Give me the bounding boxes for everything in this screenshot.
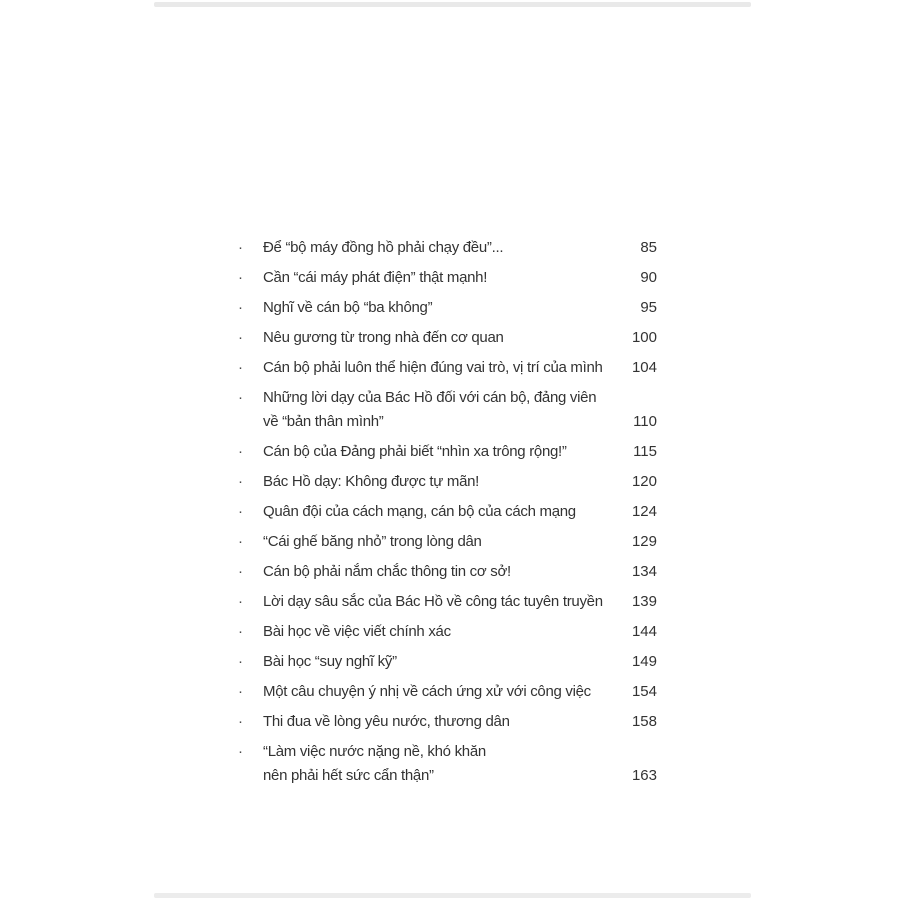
bullet-icon: · xyxy=(238,443,243,460)
toc-entry-title xyxy=(263,470,625,494)
toc-entry-title xyxy=(263,680,625,704)
toc-title-line: nên phải hết sức cẩn thận” xyxy=(263,767,434,784)
toc-entry-page: 95 xyxy=(640,299,657,316)
toc-title-line: Những lời dạy của Bác Hồ đối với cán bộ, đảng viên xyxy=(263,389,597,406)
toc-entry-title xyxy=(263,296,625,320)
toc-entry-title xyxy=(263,710,625,734)
bullet-icon: · xyxy=(238,359,243,376)
toc-entry-title xyxy=(263,740,625,788)
toc-title-line: Một câu chuyện ý nhị về cách ứng xử với công việc xyxy=(263,683,591,700)
toc-row xyxy=(238,386,657,434)
toc-entry-title xyxy=(263,530,625,554)
toc-entry-title xyxy=(263,266,625,290)
toc-entry-page: 124 xyxy=(631,503,657,520)
toc-title-line: Cán bộ phải nắm chắc thông tin cơ sở! xyxy=(263,563,511,580)
toc-title-line: Cán bộ của Đảng phải biết “nhìn xa trông rộng!” xyxy=(263,443,567,460)
toc-row xyxy=(238,326,657,350)
toc-entry-page: 90 xyxy=(640,269,657,286)
toc-row xyxy=(238,356,657,380)
bullet-icon: · xyxy=(238,299,243,316)
toc-title-line: “Làm việc nước nặng nề, khó khăn xyxy=(263,743,486,760)
toc-entry-page: 139 xyxy=(631,593,657,610)
toc-title-line: Để “bộ máy đồng hồ phải chạy đều”... xyxy=(263,239,504,256)
toc-title-line: Bài học về việc viết chính xác xyxy=(263,623,451,640)
toc-row xyxy=(238,710,657,734)
bullet-icon: · xyxy=(238,683,243,700)
toc-entry-page: 110 xyxy=(633,413,657,430)
toc-row xyxy=(238,236,657,260)
toc-row xyxy=(238,620,657,644)
toc-title-line: Thi đua về lòng yêu nước, thương dân xyxy=(263,713,510,730)
toc-row xyxy=(238,680,657,704)
toc-row xyxy=(238,530,657,554)
toc-title-line: Lời dạy sâu sắc của Bác Hồ về công tác tuyên truyền xyxy=(263,593,603,610)
bullet-icon: · xyxy=(238,743,243,760)
toc-entry-page: 163 xyxy=(631,767,657,784)
toc-entry-title xyxy=(263,440,625,464)
toc-entry-page: 144 xyxy=(631,623,657,640)
toc-title-line: Cần “cái máy phát điện” thật mạnh! xyxy=(263,269,488,286)
toc-title-line: Nghĩ về cán bộ “ba không” xyxy=(263,299,433,316)
bullet-icon: · xyxy=(238,389,243,406)
bullet-icon: · xyxy=(238,563,243,580)
toc-title-line: Nêu gương từ trong nhà đến cơ quan xyxy=(263,329,504,346)
bullet-icon: · xyxy=(238,713,243,730)
toc-row xyxy=(238,470,657,494)
toc-entry-page: 100 xyxy=(631,329,657,346)
toc-entry-page: 154 xyxy=(631,683,657,700)
toc-entry-page: 149 xyxy=(631,653,657,670)
toc-row xyxy=(238,650,657,674)
bullet-icon: · xyxy=(238,473,243,490)
toc-entry-title xyxy=(263,356,625,380)
toc-row xyxy=(238,560,657,584)
toc-entry-page: 158 xyxy=(631,713,657,730)
toc-title-line: Bác Hồ dạy: Không được tự mãn! xyxy=(263,473,480,490)
toc-list xyxy=(238,236,657,794)
toc-entry-title xyxy=(263,236,625,260)
toc-entry-page: 85 xyxy=(640,239,657,256)
bullet-icon: · xyxy=(238,503,243,520)
bullet-icon: · xyxy=(238,623,243,640)
bullet-icon: · xyxy=(238,269,243,286)
toc-entry-page: 129 xyxy=(631,533,657,550)
toc-entry-title xyxy=(263,500,625,524)
toc-row xyxy=(238,740,657,788)
toc-entry-page: 104 xyxy=(631,359,657,376)
toc-title-line: Cán bộ phải luôn thể hiện đúng vai trò, vị trí của mình xyxy=(263,359,603,376)
toc-title-line: Quân đội của cách mạng, cán bộ của cách mạng xyxy=(263,503,576,520)
bullet-icon: · xyxy=(238,653,243,670)
toc-row xyxy=(238,266,657,290)
toc-entry-title xyxy=(263,650,625,674)
toc-entry-title xyxy=(263,386,625,434)
toc-entry-title xyxy=(263,590,625,614)
toc-row xyxy=(238,440,657,464)
toc-entry-title xyxy=(263,620,625,644)
bullet-icon: · xyxy=(238,533,243,550)
toc-entry-title xyxy=(263,326,625,350)
toc-entry-page: 115 xyxy=(633,443,657,460)
bottom-page-edge xyxy=(154,893,751,898)
bullet-icon: · xyxy=(238,593,243,610)
top-page-edge xyxy=(154,2,751,7)
bullet-icon: · xyxy=(238,239,243,256)
toc-entry-page: 134 xyxy=(631,563,657,580)
toc-entry-page: 120 xyxy=(631,473,657,490)
toc-entry-title xyxy=(263,560,625,584)
toc-row xyxy=(238,296,657,320)
toc-title-line: “Cái ghế băng nhỏ” trong lòng dân xyxy=(263,533,482,550)
bullet-icon: · xyxy=(238,329,243,346)
toc-title-line: Bài học “suy nghĩ kỹ” xyxy=(263,653,397,670)
toc-row xyxy=(238,590,657,614)
toc-title-line: về “bản thân mình” xyxy=(263,413,384,430)
toc-row xyxy=(238,500,657,524)
